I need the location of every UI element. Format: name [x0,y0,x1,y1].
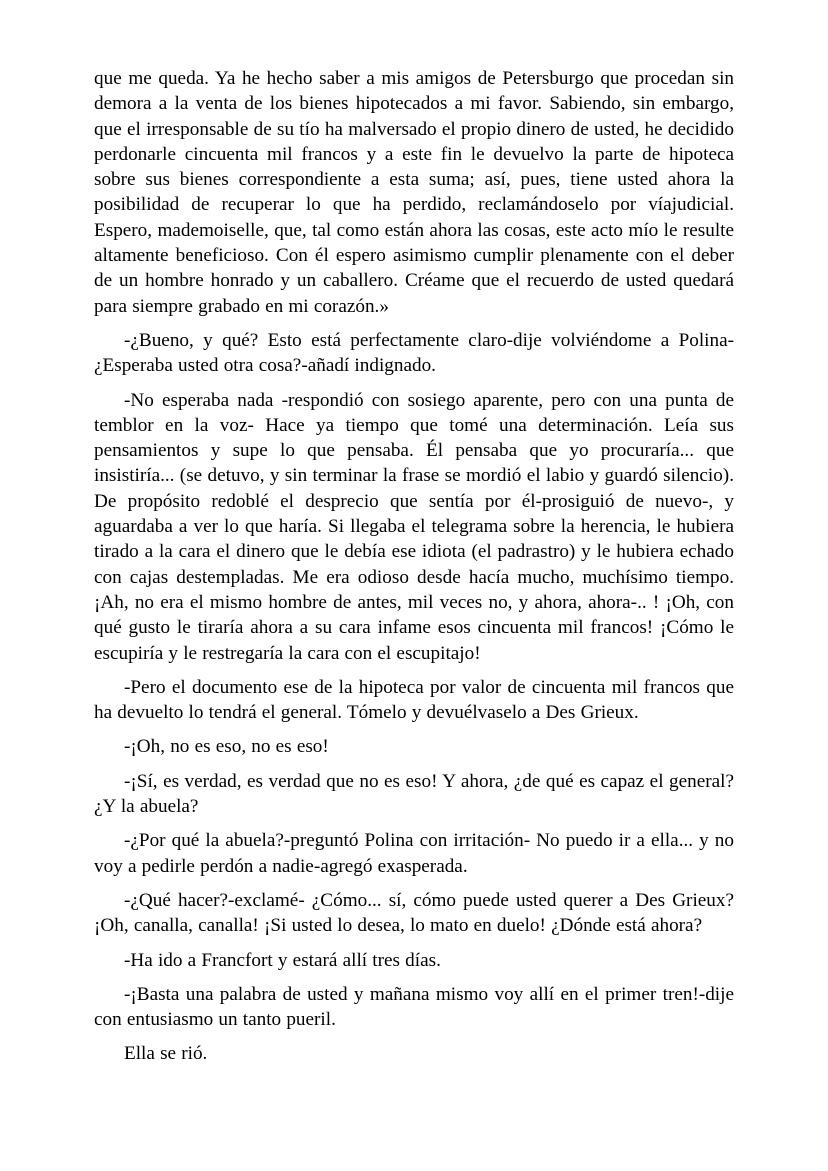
para-pero-el-documento: -Pero el documento ese de la hipoteca por valor de cincuenta mil francos que ha devuelto lo tendrá el general. Tómelo y devuélvaselo a Des Grieux. [94,676,734,724]
body-text-block [94,66,734,1067]
para-no-esperaba-nada: -No esperaba nada -respondió con sosiego aparente, pero con una punta de temblor en la voz- Hace ya tiempo que tomé una determinación. Leía sus pensamientos y supe lo que pensaba. Él pensaba que yo procuraría... que insistiría... (se detuvo, y sin terminar la frase se mordió el labio y guardó silencio). De propósito redoblé el desprecio que sentía por él-prosiguió de nuevo-, y aguardaba a ver lo que haría. Si llegaba el telegrama sobre la herencia, le hubiera tirado a la cara el dinero que le debía ese idiota (el padrastro) y le hubiera echado con cajas destempladas. Me era odioso desde hacía mucho, muchísimo tiempo. ¡Ah, no era el mismo hombre de antes, mil veces no, y ahora, ahora-.. ! ¡Oh, con qué gusto le tiraría ahora a su cara infame esos cincuenta mil francos! ¡Cómo le escupiría y le restregaría la cara con el escupitajo! [94,389,734,664]
para-letter-continuation: que me queda. Ya he hecho saber a mis amigos de Petersburgo que procedan sin demora a la venta de los bienes hipotecados a mi favor. Sabiendo, sin embargo, que el irresponsable de su tío ha malversado el propio dinero de usted, he decidido perdonarle cincuenta mil francos y a este fin le devuelvo la parte de hipoteca sobre sus bienes correspondiente a esta suma; así, pues, tiene usted ahora la posibilidad de recuperar lo que ha perdido, reclamándoselo por víajudicial. Espero, mademoiselle, que, tal como están ahora las cosas, este acto mío le resulte altamente beneficioso. Con él espero asimismo cumplir plenamente con el deber de un hombre honrado y un caballero. Créame que el recuerdo de usted quedará para siempre grabado en mi corazón.» [94,68,734,317]
para-por-que-la-abuela: -¿Por qué la abuela?-preguntó Polina con irritación- No puedo ir a ella... y no voy a pedirle perdón a nadie-agregó exasperada. [94,830,734,877]
para-ha-ido-a-francfort: -Ha ido a Francfort y estará allí tres días. [124,949,441,971]
para-que-hacer: -¿Qué hacer?-exclamé- ¿Cómo... sí, cómo puede usted querer a Des Grieux? ¡Oh, canalla, canalla! ¡Si usted lo desea, lo mato en duelo! ¿Dónde está ahora? [94,889,734,937]
para-bueno-y-que: -¿Bueno, y qué? Esto está perfectamente claro-dije volviéndome a Polina- ¿Esperaba usted otra cosa?-añadí indignado. [94,329,734,377]
para-oh-no-es-eso: -¡Oh, no es eso, no es eso! [124,736,329,758]
para-si-es-verdad: -¡Sí, es verdad, es verdad que no es eso! Y ahora, ¿de qué es capaz el general? ¿Y la abuela? [94,770,734,818]
para-ella-se-rio: Ella se rió. [124,1043,208,1065]
para-basta-una-palabra: -¡Basta una palabra de usted y mañana mismo voy allí en el primer tren!-dije con entusiasmo un tanto pueril. [94,983,734,1031]
